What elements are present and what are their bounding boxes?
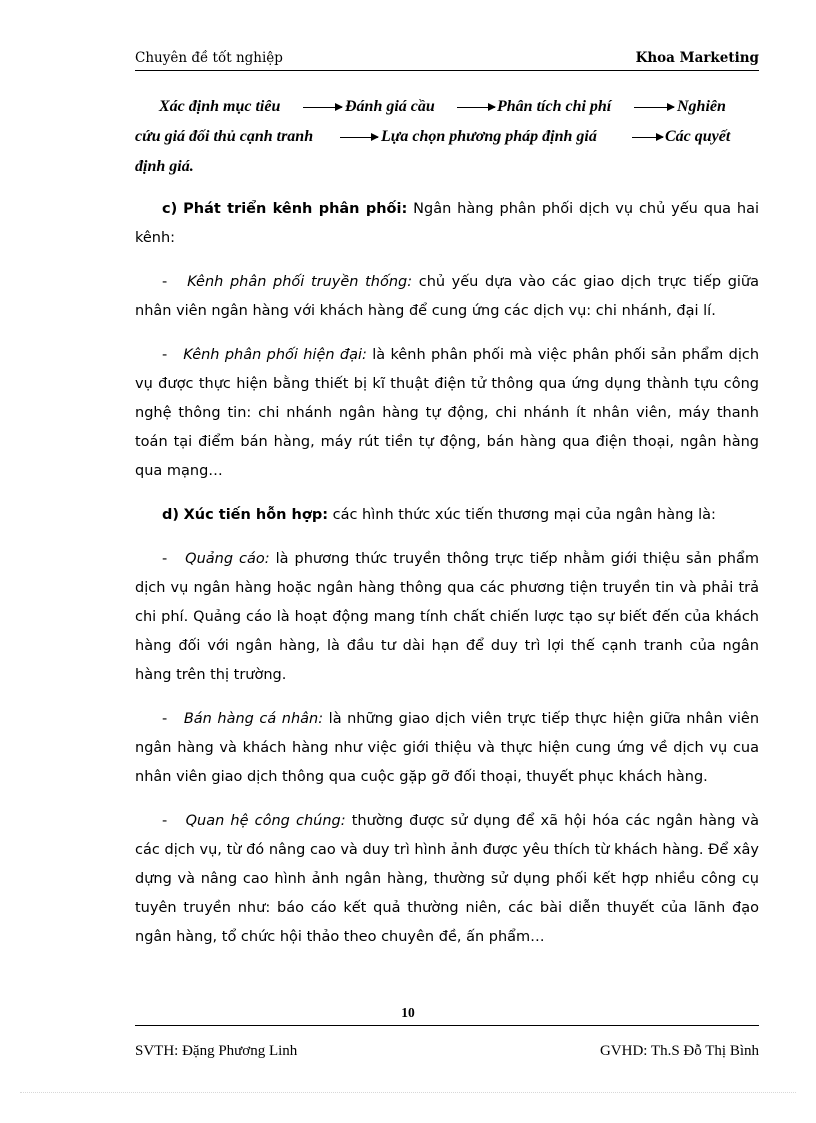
bullet-dash: - xyxy=(162,274,168,290)
flow-step: cứu giá đối thủ cạnh tranh xyxy=(135,128,314,145)
section-heading: Kênh phân phối truyền thống: xyxy=(187,274,413,290)
section-paragraph xyxy=(135,341,759,486)
section-paragraph xyxy=(135,807,759,952)
flow-line-1 xyxy=(135,92,759,122)
bullet-dash: - xyxy=(162,551,168,567)
flow-step: Nghiên xyxy=(677,98,726,115)
bullet-dash: - xyxy=(162,711,168,727)
flow-arrow-icon xyxy=(634,107,674,108)
flow-step: định giá. xyxy=(135,158,194,175)
page-number: 10 xyxy=(401,1005,415,1020)
flow-arrow-icon xyxy=(303,107,342,108)
section-paragraph xyxy=(135,705,759,792)
flow-arrow-icon xyxy=(457,107,495,108)
flow-step: Xác định mục tiêu xyxy=(159,98,281,115)
section-paragraph xyxy=(135,195,759,253)
flow-arrow-icon xyxy=(632,137,663,138)
section-label: d) xyxy=(162,507,180,523)
section-paragraph xyxy=(135,501,759,530)
flow-line-2 xyxy=(135,122,759,152)
page-header xyxy=(135,48,759,71)
page-bottom-rule xyxy=(20,1092,796,1093)
section-text: là những giao dịch viên trực tiếp thực hiện giữa nhân viên ngân hàng và khách hàng như việc giới thiệu và thực hiện cung ứng về dịch vụ cua nhân viên giao dịch thông qua cuộc gặp gỡ đối thoại, thuyết phục khách hàng. xyxy=(135,711,760,785)
section-heading: Xúc tiến hỗn hợp: xyxy=(183,507,328,523)
section-text: các hình thức xúc tiến thương mại của ngân hàng là: xyxy=(328,507,716,523)
flow-arrow-icon xyxy=(340,137,378,138)
section-label: c) xyxy=(162,201,178,217)
footer-advisor: GVHD: Th.S Đỗ Thị Bình xyxy=(599,1043,759,1059)
footer-divider xyxy=(135,1025,759,1026)
section-text: chủ yếu dựa vào các giao dịch trực tiếp giữa nhân viên ngân hàng với khách hàng để cung ứng các dịch vụ: chi nhánh, đại lí. xyxy=(135,274,760,319)
section-text: Ngân hàng phân phối dịch vụ chủ yếu qua hai kênh: xyxy=(135,201,760,246)
section-heading: Quan hệ công chúng: xyxy=(185,813,346,829)
document-body xyxy=(135,195,759,967)
section-heading: Bán hàng cá nhân: xyxy=(183,711,324,727)
section-text: là phương thức truyền thông trực tiếp nhằm giới thiệu sản phẩm dịch vụ ngân hàng hoặc ngân hàng thông qua các phương tiện truyền tin và phải trả chi phí. Quảng cáo là hoạt động mang tính chất chiến lược tạo sự biết đến của khách hàng đối với ngân hàng, là đầu tư dài hạn để duy trì lợi thế cạnh tranh của ngân hàng trên thị trường. xyxy=(135,551,760,683)
footer-student: SVTH: Đặng Phương Linh xyxy=(135,1043,298,1059)
flow-step: Các quyết xyxy=(665,128,731,145)
section-heading: Kênh phân phối hiện đại: xyxy=(183,347,367,363)
flow-step: Lựa chọn phương pháp định giá xyxy=(381,128,597,145)
flow-step: Đánh giá cầu xyxy=(345,98,435,115)
section-paragraph xyxy=(135,268,759,326)
header-left-title: Chuyên đề tốt nghiệp xyxy=(135,50,283,66)
flow-line-3 xyxy=(135,152,759,182)
section-paragraph xyxy=(135,545,759,690)
section-text: là kênh phân phối mà việc phân phối sản phẩm dịch vụ được thực hiện bằng thiết bị kĩ thuật điện tử thông qua ứng dụng thành tựu công nghệ thông tin: chi nhánh ngân hàng tự động, chi nhánh ít nhân viên, máy thanh toán tại điểm bán hàng, máy rút tiền tự động, bán hàng qua điện thoại, ngân hàng qua mạng… xyxy=(135,347,760,479)
bullet-dash: - xyxy=(162,813,168,829)
pricing-process-flow xyxy=(135,92,759,182)
section-heading: Quảng cáo: xyxy=(185,551,270,567)
flow-step: Phân tích chi phí xyxy=(497,98,612,115)
section-text: thường được sử dụng để xã hội hóa các ngân hàng và các dịch vụ, từ đó nâng cao và duy trì hình ảnh được yêu thích từ khách hàng. Để xây dựng và nâng cao hình ảnh ngân hàng, thường sử dụng phối kết hợp nhiều công cụ tuyên truyền như: báo cáo kết quả thường niên, các bài diễn thuyết của lãnh đạo ngân hàng, tổ chức hội thảo theo chuyên đề, ấn phẩm… xyxy=(135,813,759,945)
header-right-title: Khoa Marketing xyxy=(635,50,759,66)
section-heading: Phát triển kênh phân phối: xyxy=(183,201,408,217)
bullet-dash: - xyxy=(162,347,168,363)
